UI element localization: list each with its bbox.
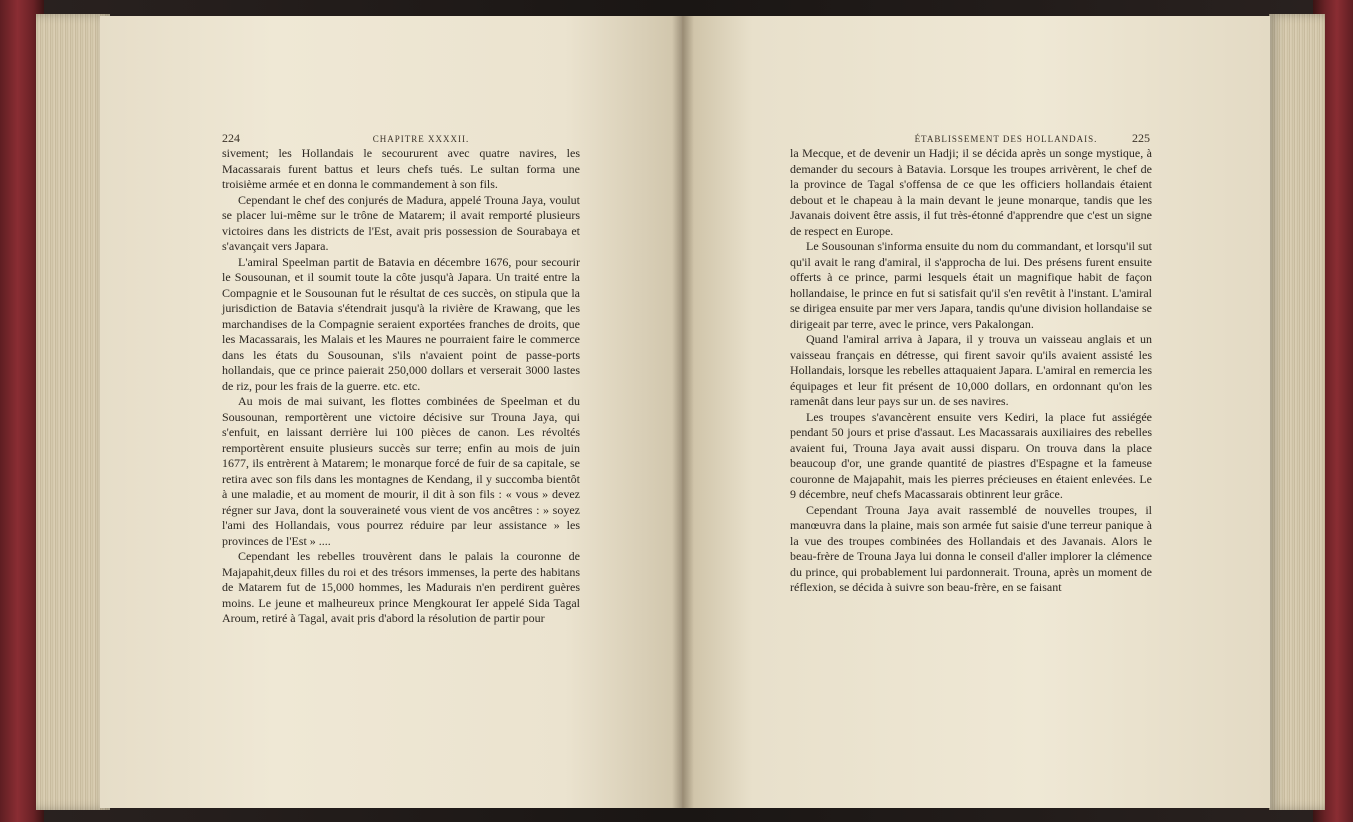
left-page-text (222, 146, 580, 627)
left-paragraph: Au mois de mai suivant, les flottes combinées de Speelman et du Sousounan, remportèrent une victoire décisive sur Trouna Jaya, qui s'enfuit, en laissant derrière lui 100 pièces de canon. Les révoltés remportèrent ensuite plusieurs succès sur terre; enfin au mois de juin 1677, ils entrèrent à Matarem; le monarque forcé de fuir de sa capitale, se retira avec son fils dans les montagnes de Kendang, il y succomba bientôt à une maladie, et au moment de mourir, il dit à son fils : « vous » devez régner sur Java, dont la souveraineté vous vient de vos ancêtres : » soyez l'ami des Hollandais, vous pourrez réduire par leur assistance » les provinces de l'Est » .... (222, 394, 580, 548)
right-paragraph: Les troupes s'avancèrent ensuite vers Kediri, la place fut assiégée pendant 50 jours et prise d'assaut. Les Macassarais auxiliaires des rebelles avaient fui, Trouna Jaya avait aussi disparu. On trouva dans la place beaucoup d'or, une grande quantité de piastres d'Espagne et la fameuse couronne de Majapahit, mais les pierres précieuses en étaient enlevées. Le 9 décembre, neuf chefs Macassarais obtinrent leur grâce. (790, 409, 1152, 501)
left-paragraph: Cependant le chef des conjurés de Madura, appelé Trouna Jaya, voulut se placer lui-même sur le trône de Matarem; il avait remporté plusieurs victoires dans les districts de l'Est, avait pris possession de Sourabaya et s'avançait vers Japara. (222, 192, 580, 253)
left-paragraph: L'amiral Speelman partit de Batavia en décembre 1676, pour secourir le Sousounan, et il soumit toute la côte jusqu'à Japara. Un traité entre la Compagnie et le Sousounan fut le résultat de ces succès, on stipula que la jurisdiction de Batavia s'étendrait jusqu'à la rivière de Krawang, que les marchandises de la Compagnie seraient exportées franches de droits, que les Macassarais, les Malais et les Maures ne pourraient faire le commerce dans les états du Sousounan, s'ils n'avaient point de passe-ports hollandais, que ce prince paierait 250,000 dollars et verserait 3000 lastes de riz, pour les frais de la guerre. etc. etc. (222, 254, 580, 393)
left-page-edges (36, 14, 110, 810)
right-page-edges (1269, 14, 1325, 810)
right-page-text (790, 146, 1152, 596)
right-paragraph: Le Sousounan s'informa ensuite du nom du commandant, et lorsqu'il sut qu'il avait le rang d'amiral, il s'approcha de lui. Des présens furent ensuite offerts à ce prince, parmi lesquels était un magnifique habit de façon hollandaise, le prince en fut si satisfait qu'il s'en revêtit à l'instant. L'amiral se dirigea ensuite par mer vers Japara, tandis qu'une division hollandaise se dirigeait par terre, avec le prince, vers Pakalongan. (790, 239, 1152, 331)
right-paragraph: Cependant Trouna Jaya avait rassemblé de nouvelles troupes, il manœuvra dans la plaine, mais son armée fut saisie d'une terreur panique à la vue des troupes combinées des Hollandais et des Javanais. Alors le beau-frère de Trouna Jaya lui donna le conseil d'aller implorer la clémence du prince, qui probablement lui pardonnerait. Trouna, après un moment de réflexion, se décida à suivre son beau-frère, en se faisant (790, 502, 1152, 594)
left-page (100, 16, 682, 808)
right-paragraph: Quand l'amiral arriva à Japara, il y trouva un vaisseau anglais et un vaisseau français en détresse, qui firent savoir qu'ils avaient assisté les Hollandais, lorsque les rebelles attaquaient Japara. L'amiral en remercia les équipages et leur fit présent de 10,000 dollars, en ordonnant qu'on les ramenât dans leur pays sur un. de ses navires. (790, 332, 1152, 408)
left-paragraph: Cependant les rebelles trouvèrent dans le palais la couronne de Majapahit,deux filles du roi et des trésors immenses, la perte des habitans de Matarem fut de 15,000 hommes, les Madurais n'en perdirent guères moins. Le jeune et malheureux prince Mengkourat Ier appelé Sida Tagal Aroum, retiré à Tagal, avait pris d'abord la résolution de partir pour (222, 549, 580, 625)
right-running-head: ÉTABLISSEMENT DES HOLLANDAIS. (914, 134, 1098, 144)
left-running-head: CHAPITRE XXXXII. (372, 134, 470, 144)
left-page-number: 224 (222, 131, 240, 145)
left-paragraph: sivement; les Hollandais le secoururent avec quatre navires, les Macassarais furent battus et leurs chefs tués. Le sultan forma une troisième armée et en donna le commandement à son fils. (222, 146, 580, 191)
right-page-number: 225 (1132, 131, 1150, 145)
book-gutter (672, 16, 694, 808)
right-page (682, 16, 1270, 808)
right-paragraph: la Mecque, et de devenir un Hadji; il se décida après un songe mystique, à demander du secours à Batavia. Lorsque les troupes arrivèrent, le chef de la province de Tagal s'offensa de ce que les officiers hollandais étaient debout et le chapeau à la main devant le jeune monarque, tandis que les Javanais doivent être assis, il fut très-étonné d'apprendre que c'est un signe de respect en Europe. (790, 146, 1152, 238)
